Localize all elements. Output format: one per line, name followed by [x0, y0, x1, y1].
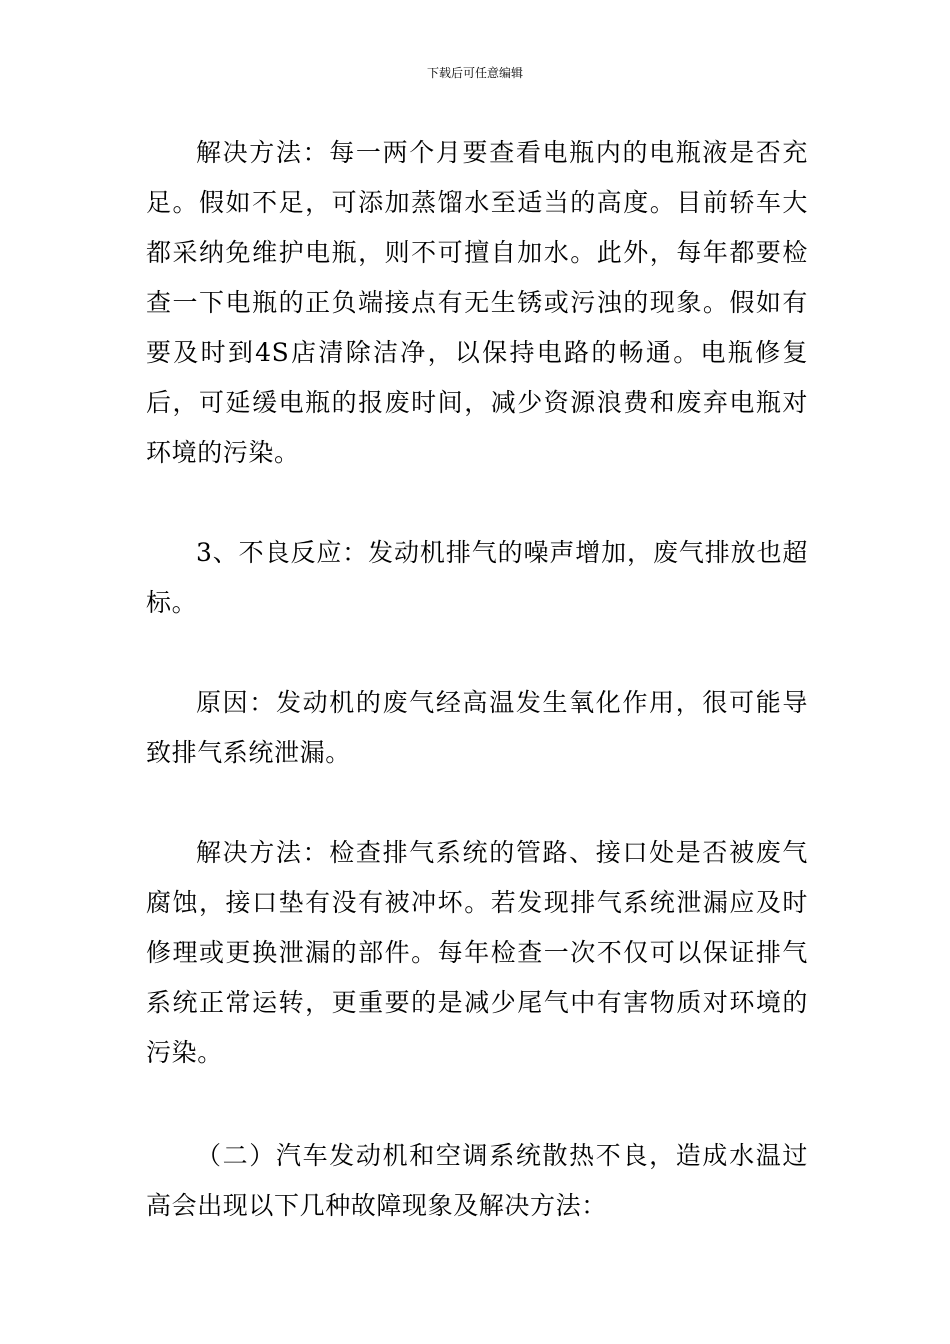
paragraph-exhaust-cause: 原因：发动机的废气经高温发生氧化作用，很可能导致排气系统泄漏。 [146, 688, 808, 767]
paragraph-spacer [146, 778, 808, 828]
page-header: 下载后可任意编辑 [426, 66, 523, 80]
paragraph-exhaust-solution: 解决方法：检查排气系统的管路、接口处是否被废气腐蚀，接口垫有没有被冲坏。若发现排气系统泄漏应及时修理或更换泄漏的部件。每年检查一次不仅可以保证排气系统正常运转，更重要的是减少尾气中有害物质对环境的污染。 [146, 838, 808, 1067]
paragraph-section-heading: （二）汽车发动机和空调系统散热不良，造成水温过高会出现以下几种故障现象及解决方法： [146, 1141, 808, 1220]
paragraph-spacer [146, 478, 808, 528]
paragraph-exhaust-symptom: 3、不良反应：发动机排气的噪声增加，废气排放也超标。 [146, 538, 808, 617]
document-body [146, 128, 808, 1231]
paragraph-spacer [146, 628, 808, 678]
paragraph-spacer [146, 1078, 808, 1131]
paragraph-battery-solution: 解决方法：每一两个月要查看电瓶内的电瓶液是否充足。假如不足，可添加蒸馏水至适当的高度。目前轿车大都采纳免维护电瓶，则不可擅自加水。此外，每年都要检查一下电瓶的正负端接点有无生锈或污浊的现象。假如有要及时到4S店清除洁净，以保持电路的畅通。电瓶修复后，可延缓电瓶的报废时间，减少资源浪费和废弃电瓶对环境的污染。 [146, 138, 808, 467]
